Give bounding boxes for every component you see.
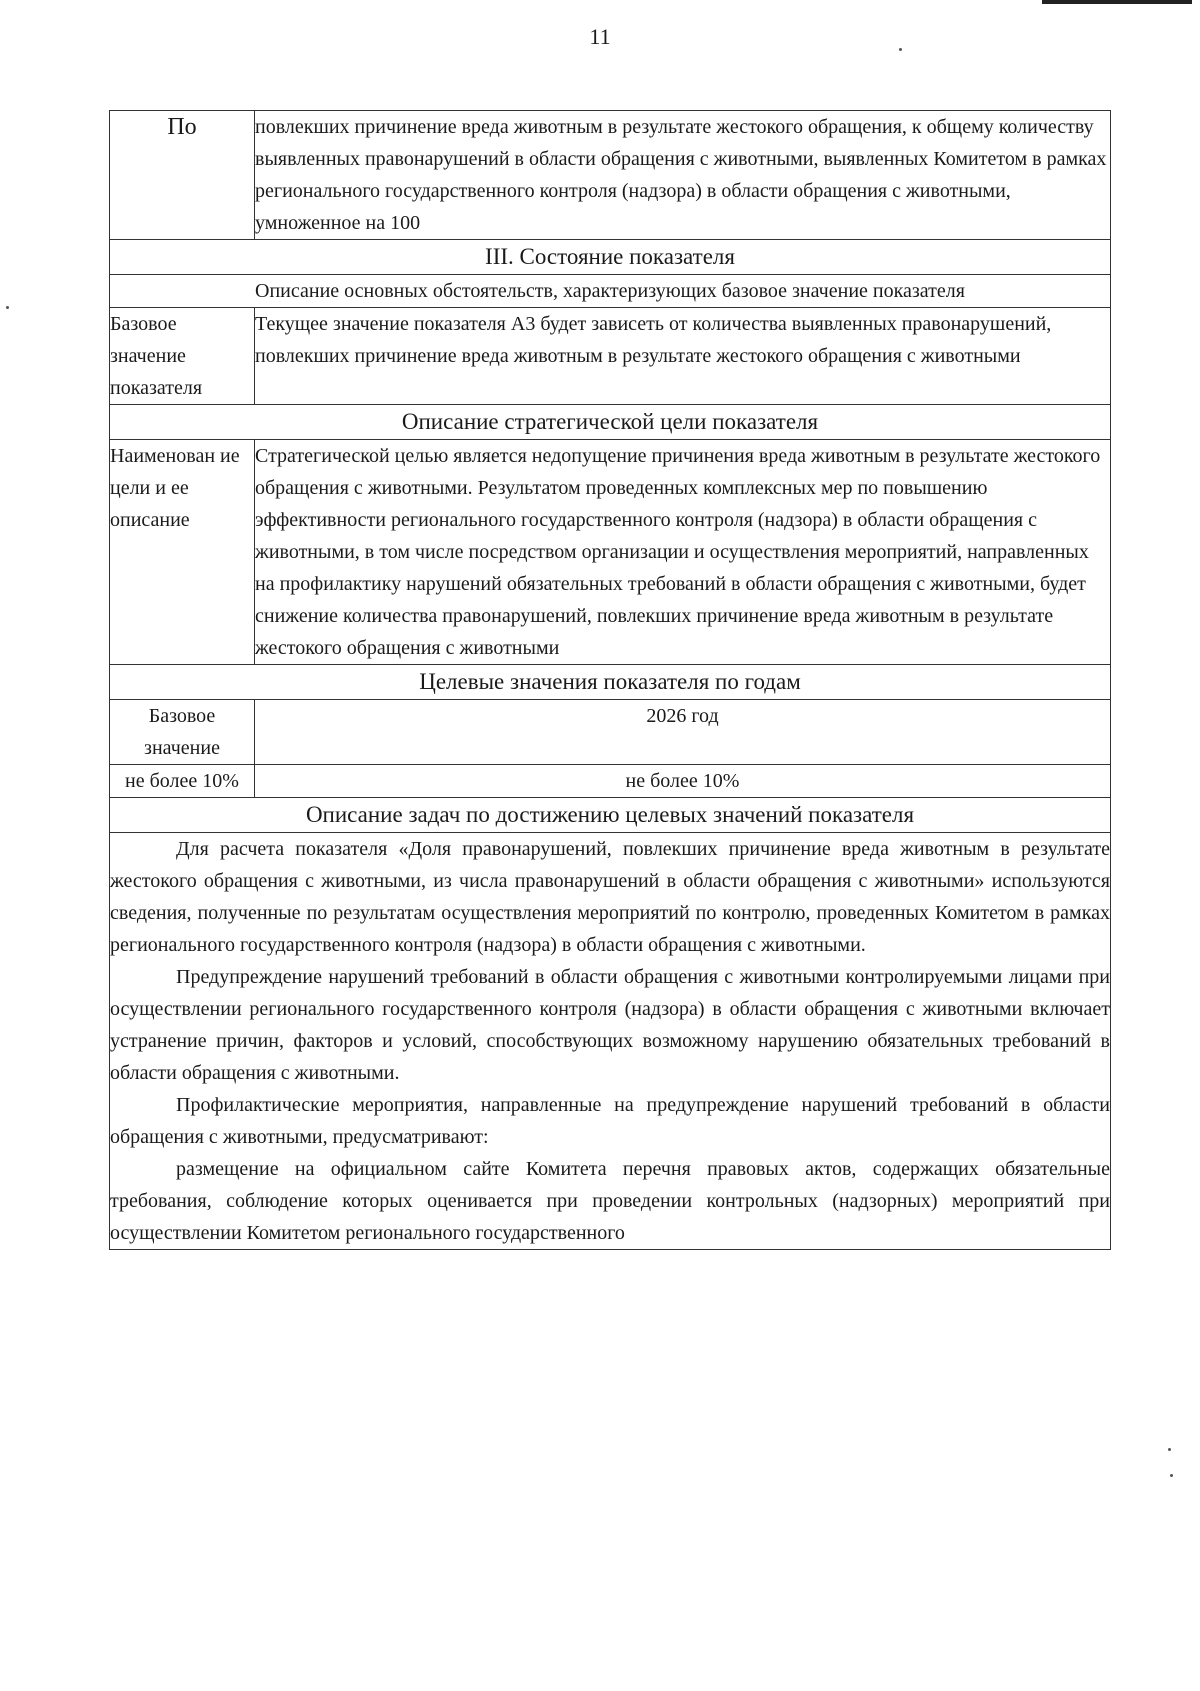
target-base-value: не более 10%: [110, 765, 255, 798]
base-value-label: Базовое значение показателя: [110, 308, 255, 405]
tasks-heading: Описание задач по достижению целевых значений показателя: [110, 798, 1111, 833]
base-value-row: [110, 308, 1111, 405]
target-base-label: Базовое значение: [110, 700, 255, 765]
target-year-value: не более 10%: [255, 765, 1111, 798]
indicator-table: [109, 110, 1111, 1250]
goal-label: Наименован ие цели и ее описание: [110, 440, 255, 665]
target-year-label: 2026 год: [255, 700, 1111, 765]
strategic-goal-heading-row: [110, 405, 1111, 440]
scan-speck: [899, 48, 902, 51]
goal-text: Стратегической целью является недопущение причинения вреда животным в результате жестокого обращения с животными. Результатом проведенных комплексных мер по повышению эффективности регионального государственного контроля (надзора) в области обращения с животными, в том числе посредством организации и осуществления мероприятий, направленных на профилактику нарушений обязательных требований в области обращения с животными, будет снижение количества правонарушений, повлекших причинение вреда животным в результате жестокого обращения с животными: [255, 440, 1111, 665]
scan-speck: [1168, 1448, 1171, 1451]
tasks-heading-row: [110, 798, 1111, 833]
base-circumstances-heading: Описание основных обстоятельств, характеризующих базовое значение показателя: [110, 275, 1111, 308]
continuation-label: По: [110, 111, 255, 240]
goal-row: [110, 440, 1111, 665]
scan-speck: [1170, 1474, 1173, 1477]
section3-heading-row: [110, 240, 1111, 275]
continuation-row: [110, 111, 1111, 240]
scan-speck: [6, 306, 9, 309]
page-number: 11: [589, 24, 611, 49]
strategic-goal-heading: Описание стратегической цели показателя: [110, 405, 1111, 440]
continuation-text: повлекших причинение вреда животным в результате жестокого обращения, к общему количеству выявленных правонарушений в области обращения с животными, выявленных Комитетом в рамках регионального государственного контроля (надзора) в области обращения с животными, умноженное на 100: [255, 111, 1111, 240]
tasks-body-row: [110, 833, 1111, 1250]
target-header-row: [110, 700, 1111, 765]
target-values-heading-row: [110, 665, 1111, 700]
base-value-text: Текущее значение показателя А3 будет зависеть от количества выявленных правонарушений, повлекших причинение вреда животным в результате жестокого обращения с животными: [255, 308, 1111, 405]
base-circumstances-row: [110, 275, 1111, 308]
tasks-paragraph: Предупреждение нарушений требований в области обращения с животными контролируемыми лицами при осуществлении регионального государственного контроля (надзора) в области обращения с животными включает устранение причин, факторов и условий, способствующих возможному нарушению обязательных требований в области обращения с животными.: [110, 966, 1110, 1084]
tasks-paragraph: размещение на официальном сайте Комитета перечня правовых актов, содержащих обязательные требования, соблюдение которых оценивается при проведении контрольных (надзорных) мероприятий при осуществлении Комитетом регионального государственного: [110, 1158, 1110, 1244]
tasks-body: [110, 833, 1111, 1250]
target-values-heading: Целевые значения показателя по годам: [110, 665, 1111, 700]
tasks-paragraph: Для расчета показателя «Доля правонарушений, повлекших причинение вреда животным в результате жестокого обращения с животными, из числа правонарушений в области обращения с животными» используются сведения, полученные по результатам осуществления мероприятий по контролю, проведенных Комитетом в рамках регионального государственного контроля (надзора) в области обращения с животными.: [110, 838, 1110, 956]
target-values-row: [110, 765, 1111, 798]
scan-edge-mark: [1042, 0, 1192, 4]
tasks-paragraph: Профилактические мероприятия, направленные на предупреждение нарушений требований в области обращения с животными, предусматривают:: [110, 1094, 1110, 1148]
section3-heading: III. Состояние показателя: [110, 240, 1111, 275]
